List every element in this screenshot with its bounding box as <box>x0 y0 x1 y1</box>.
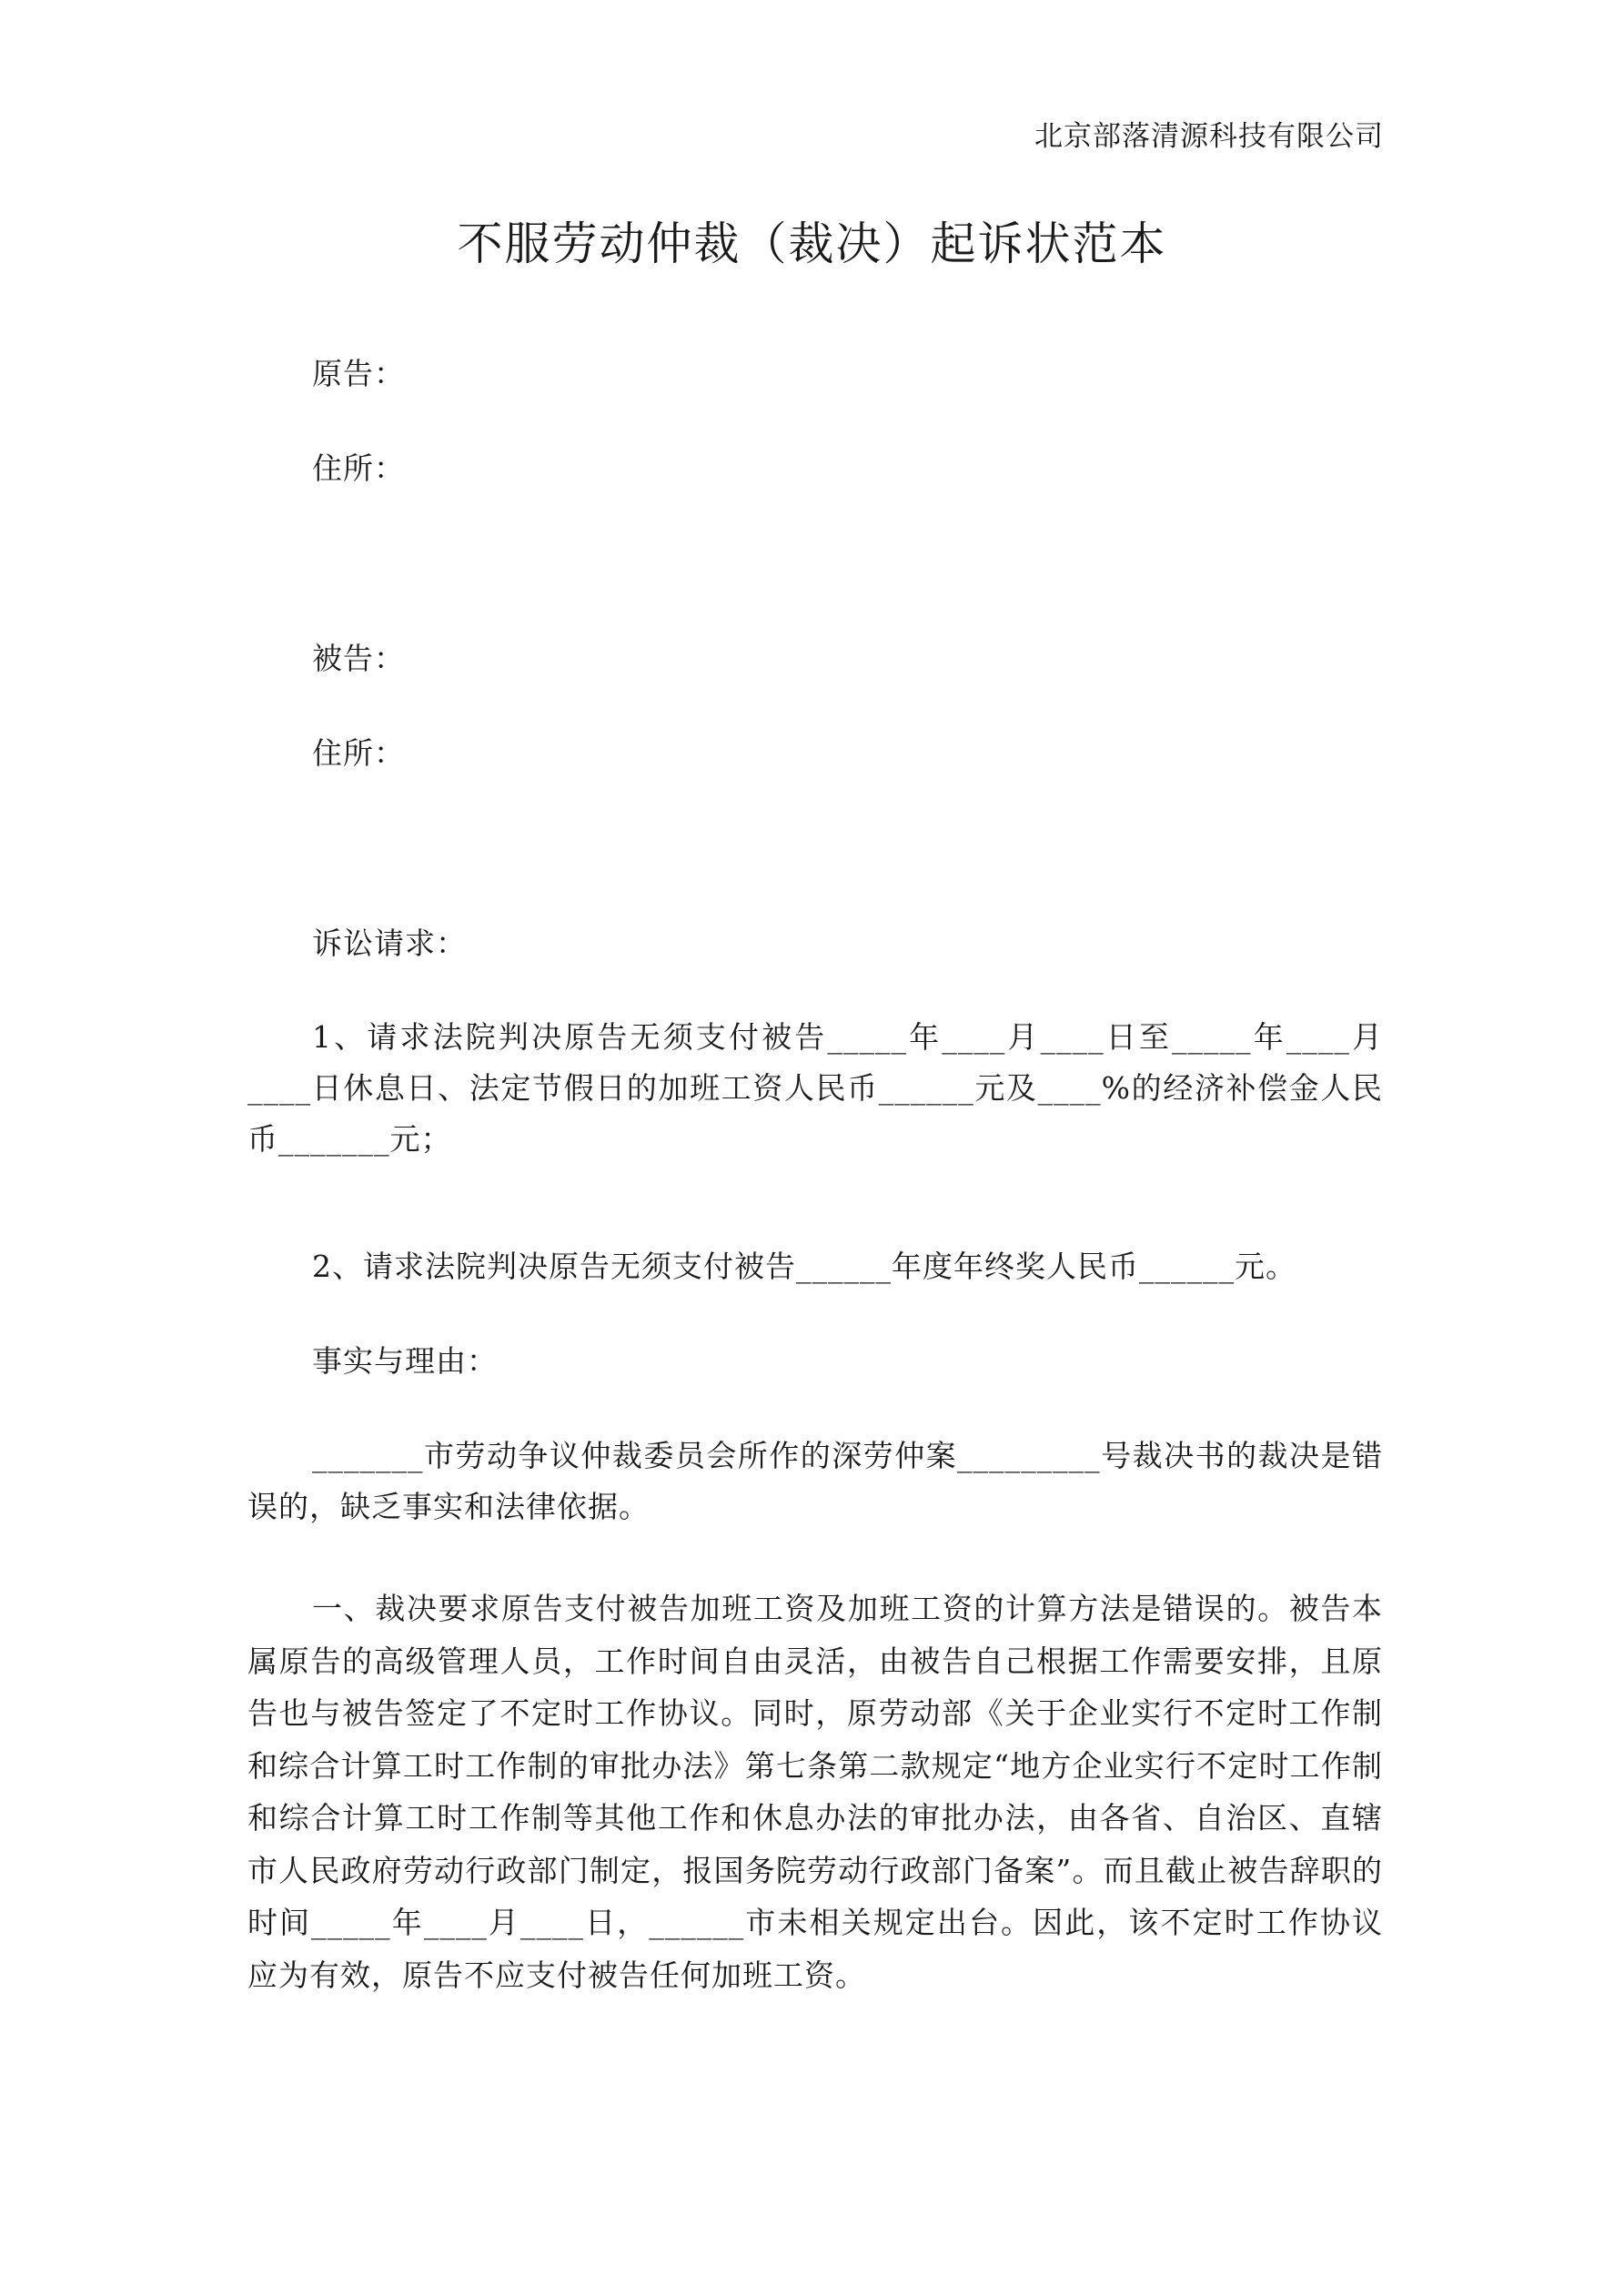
facts-point-1-text: 一、裁决要求原告支付被告加班工资及加班工资的计算方法是错误的。被告本属原告的高级管理人员，工作时间自由灵活，由被告自己根据工作需要安排，且原告也与被告签定了不定时工作协议。同时，原劳动部《关于企业实行不定时工作制和综合计算工时工作制的审批办法》第七条第二款规定“地方企业实行不定时工作制和综合计算工时工作制等其他工作和休息办法的审批办法，由各省、自治区、直辖市人民政府劳动行政部门制定，报国务院劳动行政部门备案”。而且截止被告辞职的时间_____年____月____日，______市未相关规定出台。因此，该不定时工作协议应为有效，原告不应支付被告任何加班工资。 <box>247 1591 1383 1993</box>
claim-2-text: 2、请求法院判决原告无须支付被告______年度年终奖人民币______元。 <box>312 1249 1296 1284</box>
document-title: 不服劳动仲裁（裁决）起诉状范本 <box>457 217 1167 270</box>
facts-point-1 <box>247 1583 1383 2001</box>
claim-1-text: 1、请求法院判决原告无须支付被告_____年____月____日至_____年____月____日休息日、法定节假日的加班工资人民币______元及____%的经济补偿金人民币_______元； <box>247 1019 1383 1157</box>
facts-intro-text: _______市劳动争议仲裁委员会所作的深劳仲案_________号裁决书的裁决是错误的，缺乏事实和法律依据。 <box>247 1438 1383 1524</box>
facts-heading: 事实与理由： <box>312 1343 498 1379</box>
claim-1 <box>247 1012 1383 1165</box>
defendant-label: 被告： <box>312 641 405 676</box>
header-company-name: 北京部落清源科技有限公司 <box>1034 120 1384 153</box>
facts-intro <box>247 1431 1383 1532</box>
claim-2 <box>247 1241 1383 1292</box>
plaintiff-label: 原告： <box>312 356 405 391</box>
plaintiff-address-label: 住所： <box>312 450 405 486</box>
claims-heading: 诉讼请求： <box>312 925 467 961</box>
defendant-address-label: 住所： <box>312 735 405 771</box>
